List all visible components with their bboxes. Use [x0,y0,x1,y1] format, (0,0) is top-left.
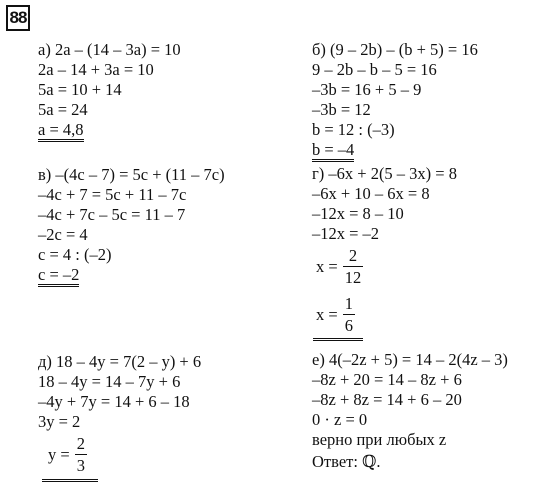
v-answer [38,265,79,285]
g-frac1 [343,246,364,287]
a-line-4: 5a = 24 [38,100,88,119]
d-frac-bar [75,454,87,455]
e-line-5: верно при любых z [312,430,447,449]
g-line-1: г) –6x + 2(5 – 3x) = 8 [312,164,457,183]
d-line-3: –4y + 7y = 14 + 6 – 18 [38,392,190,411]
d-answer-underline [42,479,98,482]
g-frac2-lhs: x = [316,304,338,324]
e-line-2: –8z + 20 = 14 – 8z + 6 [312,370,462,389]
v-answer-text: c = –2 [38,265,79,287]
e-answer: Ответ: ℚ. [312,452,381,471]
v-line-3: –4c + 7c – 5c = 11 – 7 [38,205,186,224]
g-frac1-denominator: 12 [344,268,362,287]
g-line-2: –6x + 10 – 6x = 8 [312,184,430,203]
a-answer-text: a = 4,8 [38,120,84,142]
v-line-4: –2c = 4 [38,225,88,244]
d-line-2: 18 – 4y = 14 – 7y + 6 [38,372,181,391]
g-line-4: –12x = –2 [312,224,380,243]
b-line-1: б) (9 – 2b) – (b + 5) = 16 [312,40,478,59]
e-line-4: 0 · z = 0 [312,410,368,429]
b-answer-text: b = –4 [312,140,354,162]
b-line-5: b = 12 : (–3) [312,120,395,139]
v-line-5: c = 4 : (–2) [38,245,112,264]
a-answer [38,120,84,140]
v-line-2: –4c + 7 = 5c + 11 – 7c [38,185,187,204]
problem-number-badge: 88 [6,5,30,31]
g-frac2-denominator: 6 [344,316,353,335]
g-frac1-lhs: x = [316,256,338,276]
b-line-3: –3b = 16 + 5 – 9 [312,80,422,99]
a-line-2: 2a – 14 + 3a = 10 [38,60,154,79]
g-frac2-bar [343,314,355,315]
d-frac [75,434,87,475]
b-line-2: 9 – 2b – b – 5 = 16 [312,60,437,79]
v-line-1: в) –(4c – 7) = 5c + (11 – 7c) [38,165,225,184]
g-frac1-numerator: 2 [348,246,358,265]
d-frac-lhs: y = [48,444,70,464]
a-line-3: 5a = 10 + 14 [38,80,122,99]
g-answer [316,294,355,335]
d-answer [48,434,87,475]
b-answer [312,140,354,160]
a-line-1: а) 2a – (14 – 3a) = 10 [38,40,181,59]
e-line-3: –8z + 8z = 14 + 6 – 20 [312,390,462,409]
d-line-4: 3y = 2 [38,412,81,431]
g-answer-underline [313,338,363,341]
g-fraction-step [316,246,363,287]
e-line-1: е) 4(–2z + 5) = 14 – 2(4z – 3) [312,350,508,369]
d-frac-denominator: 3 [76,456,85,475]
d-frac-numerator: 2 [76,434,85,453]
g-frac2-numerator: 1 [344,294,353,313]
g-line-3: –12x = 8 – 10 [312,204,404,223]
g-frac1-bar [343,266,364,267]
d-line-1: д) 18 – 4y = 7(2 – y) + 6 [38,352,202,371]
b-line-4: –3b = 12 [312,100,371,119]
g-frac2 [343,294,355,335]
